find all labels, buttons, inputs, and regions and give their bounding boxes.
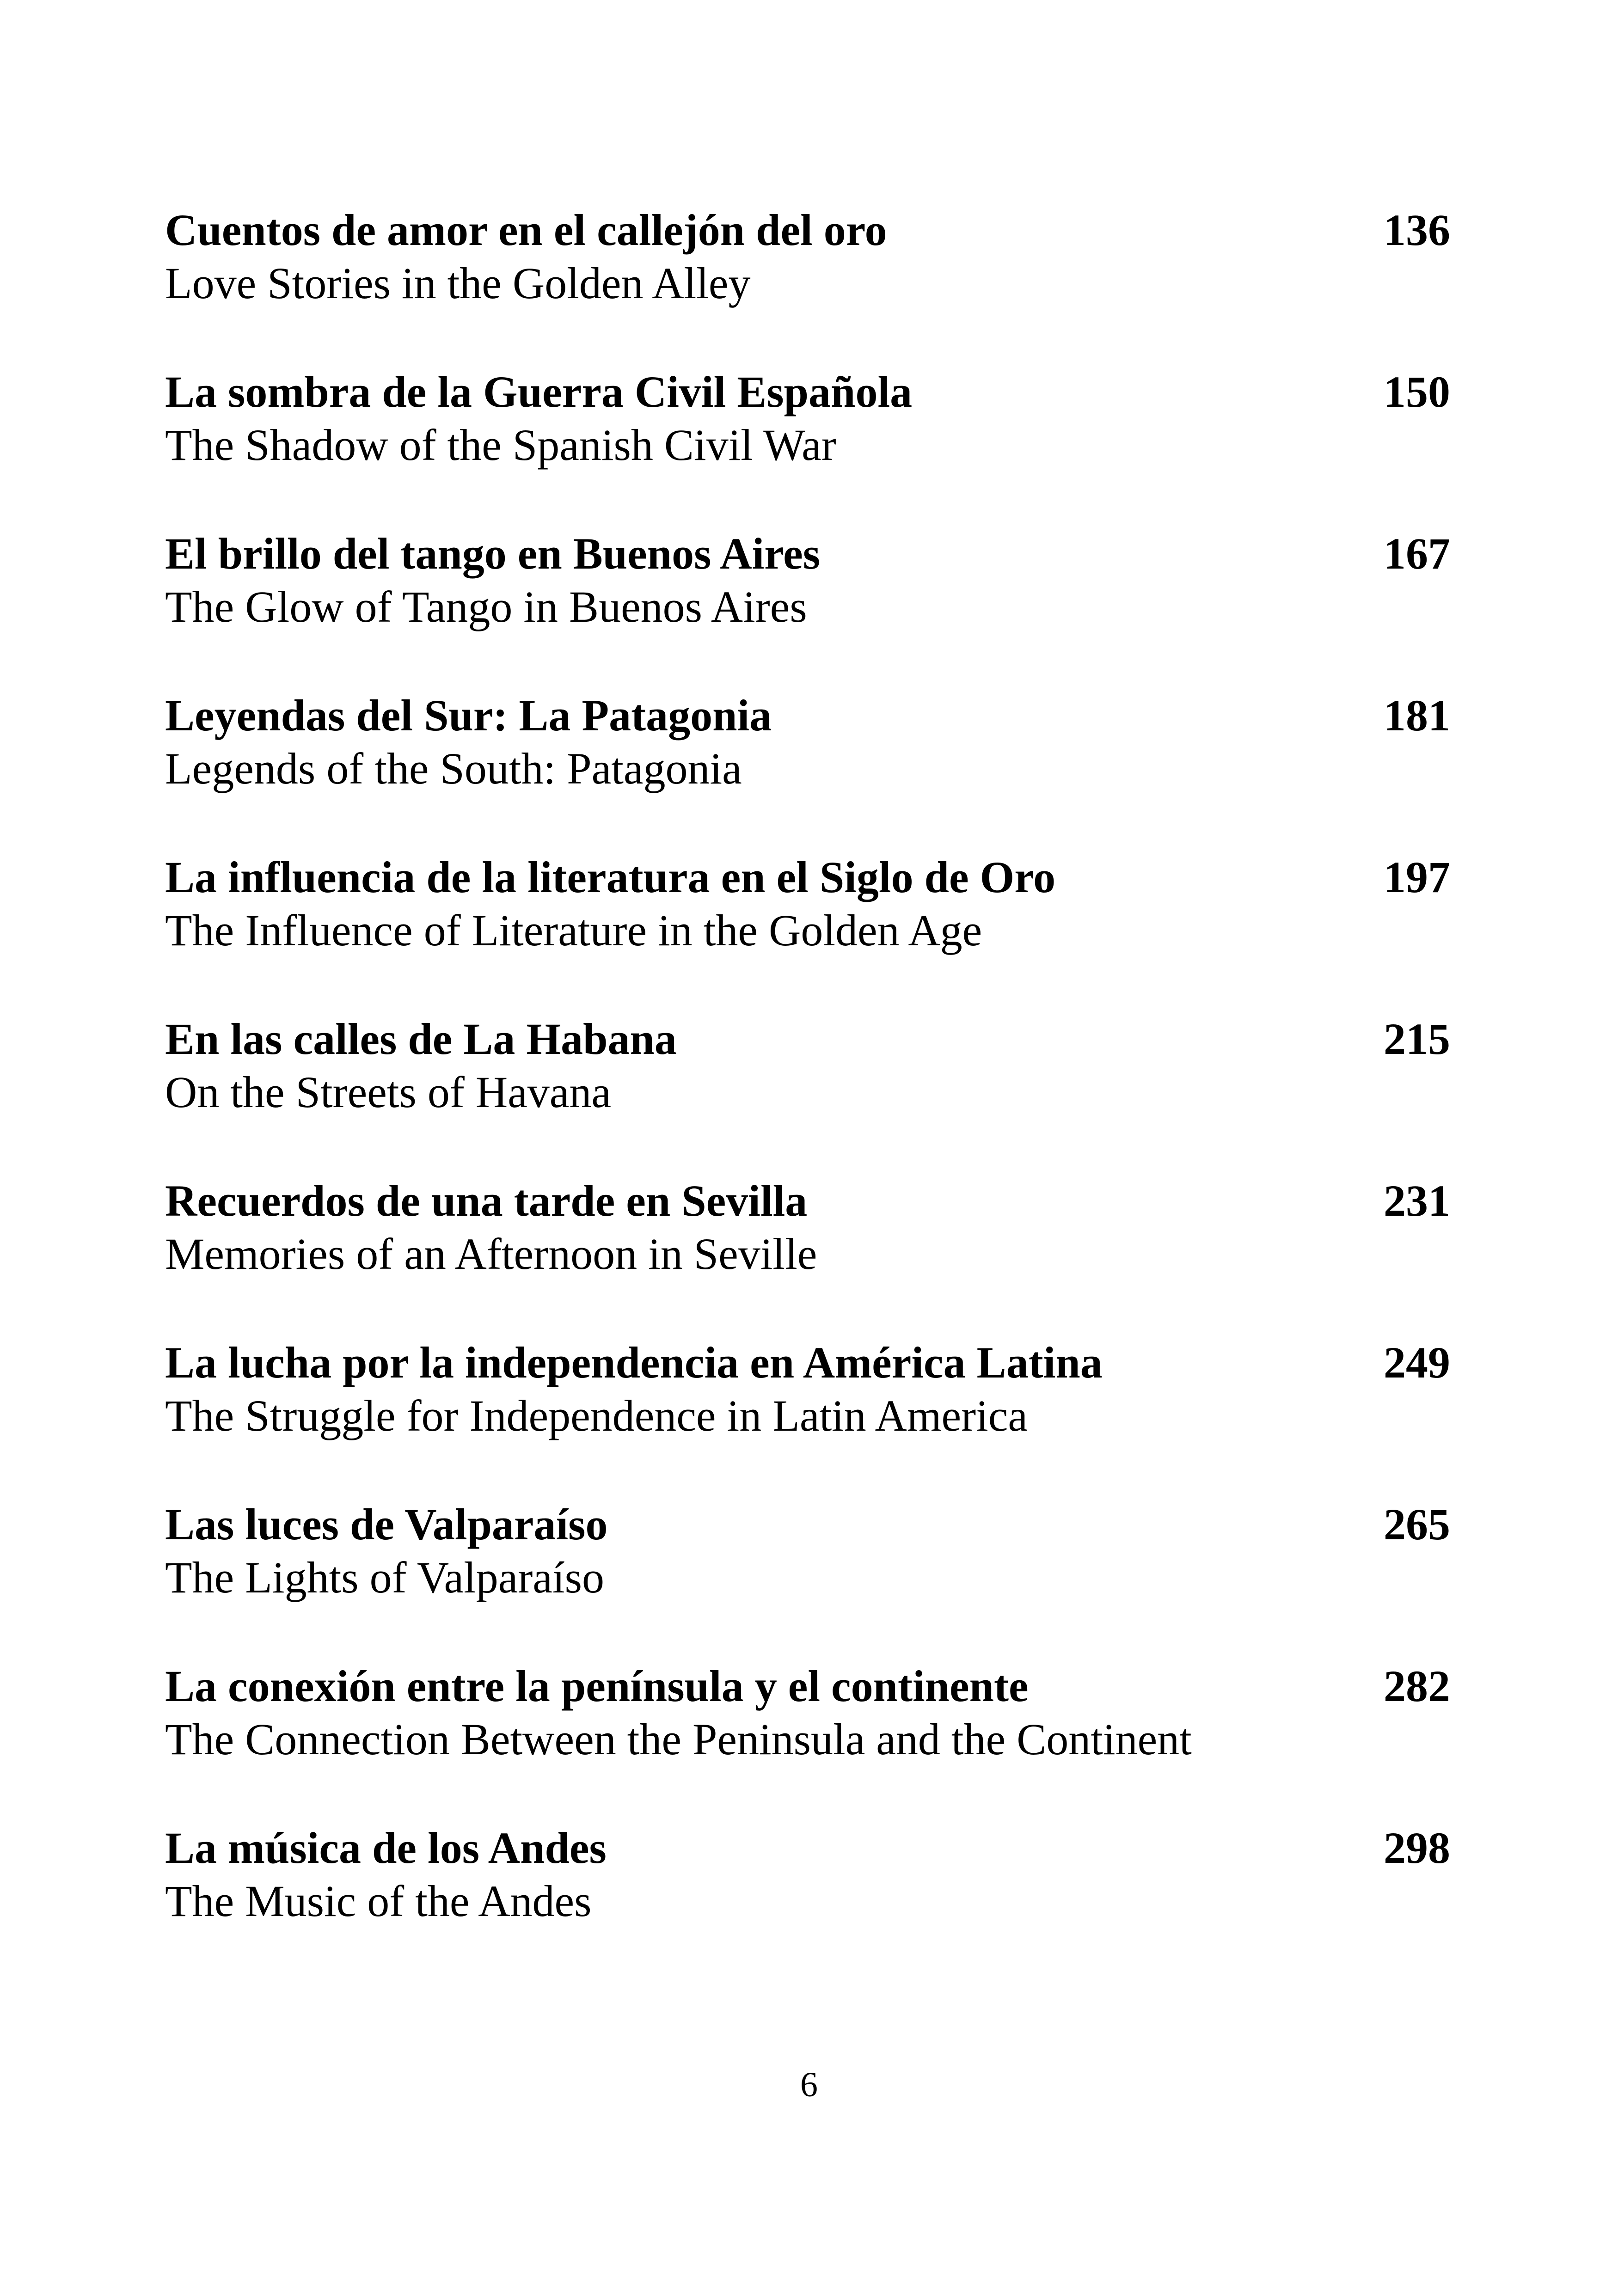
toc-entry-subtitle: Legends of the South: Patagonia <box>165 744 742 793</box>
toc-entry-subtitle: The Lights of Valparaíso <box>165 1553 605 1602</box>
toc-entry-subtitle: The Music of the Andes <box>165 1876 592 1926</box>
toc-entry[interactable] <box>165 689 1450 851</box>
toc-entry-title: Las luces de Valparaíso <box>165 1500 608 1549</box>
toc-entry-subtitle: The Shadow of the Spanish Civil War <box>165 420 836 470</box>
toc-entry-page: 265 <box>1384 1500 1450 1549</box>
toc-entry-subtitle: The Connection Between the Peninsula and the Continent <box>165 1714 1192 1764</box>
toc-entry-subtitle: The Glow of Tango in Buenos Aires <box>165 582 807 631</box>
toc-entry-title: Recuerdos de una tarde en Sevilla <box>165 1176 808 1225</box>
toc-entry-title: La sombra de la Guerra Civil Española <box>165 367 913 416</box>
toc-entry-page: 150 <box>1384 367 1450 416</box>
toc-entry-subtitle: Love Stories in the Golden Alley <box>165 258 751 308</box>
toc-entry-title: La música de los Andes <box>165 1823 607 1873</box>
toc-entry[interactable] <box>165 851 1450 1012</box>
toc-entry-page: 181 <box>1384 691 1450 740</box>
toc-entry[interactable] <box>165 527 1450 689</box>
toc-entry[interactable] <box>165 1174 1450 1336</box>
toc-entry-title: La influencia de la literatura en el Siglo de Oro <box>165 852 1056 902</box>
toc-entry-subtitle: The Struggle for Independence in Latin America <box>165 1391 1028 1440</box>
page-number: 6 <box>800 2065 818 2104</box>
toc-entry[interactable] <box>165 1336 1450 1498</box>
toc-entry-title: Cuentos de amor en el callejón del oro <box>165 205 887 255</box>
toc-entry-page: 231 <box>1384 1176 1450 1225</box>
toc-entry-title: En las calles de La Habana <box>165 1014 677 1064</box>
toc-entry-page: 167 <box>1384 529 1450 578</box>
toc-entry[interactable] <box>165 1659 1450 1821</box>
toc-entry-page: 136 <box>1384 205 1450 255</box>
toc-entry[interactable] <box>165 203 1450 365</box>
toc-entry-subtitle: On the Streets of Havana <box>165 1067 612 1117</box>
toc-entry[interactable] <box>165 1012 1450 1174</box>
toc-entry[interactable] <box>165 1821 1450 1983</box>
toc-entry-subtitle: The Influence of Literature in the Golden Age <box>165 906 982 955</box>
toc-entry-page: 197 <box>1384 852 1450 902</box>
toc-entry-page: 282 <box>1384 1661 1450 1711</box>
toc-entry-page: 249 <box>1384 1338 1450 1387</box>
toc-entry-page: 298 <box>1384 1823 1450 1873</box>
toc-entry-title: La conexión entre la península y el continente <box>165 1661 1029 1711</box>
toc-entry[interactable] <box>165 365 1450 527</box>
toc-entry-title: La lucha por la independencia en América Latina <box>165 1338 1103 1387</box>
toc-entry-subtitle: Memories of an Afternoon in Seville <box>165 1229 817 1279</box>
toc-entry-title: El brillo del tango en Buenos Aires <box>165 529 821 578</box>
toc-entry-title: Leyendas del Sur: La Patagonia <box>165 691 772 740</box>
toc-entry-page: 215 <box>1384 1014 1450 1064</box>
toc-entry[interactable] <box>165 1498 1450 1659</box>
table-of-contents <box>165 203 1450 1983</box>
